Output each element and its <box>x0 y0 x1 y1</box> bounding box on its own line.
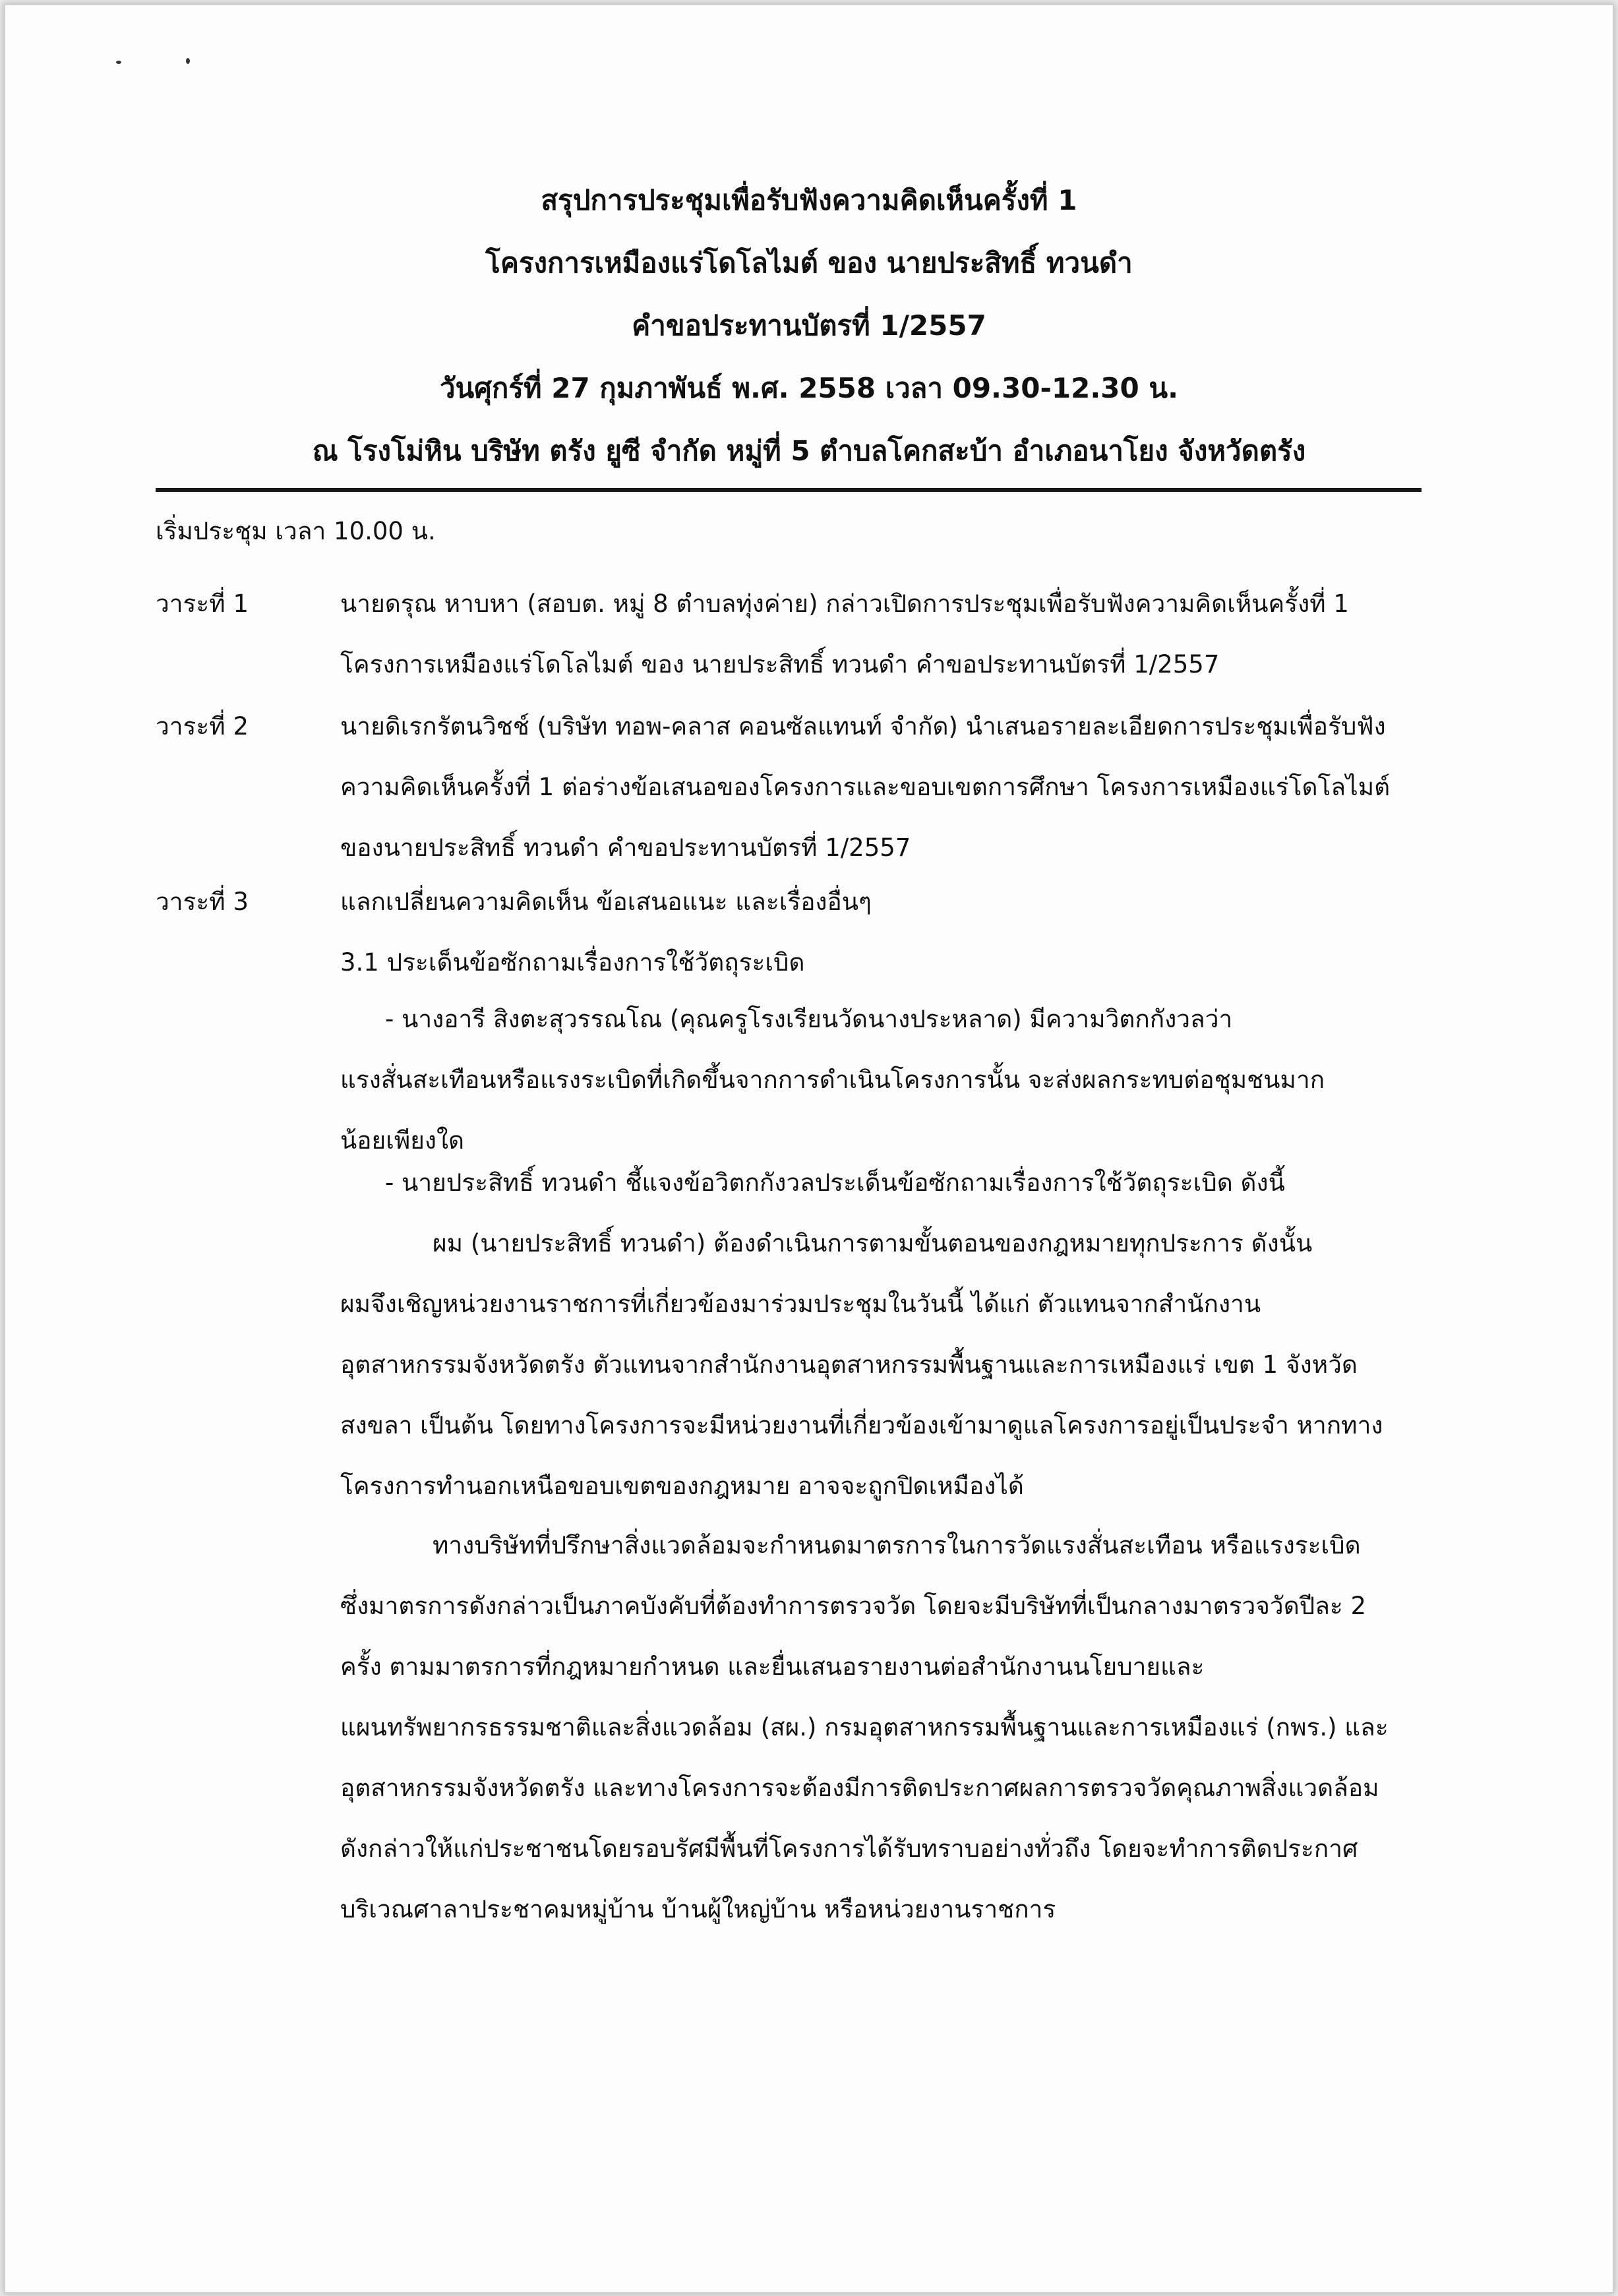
question-block <box>340 989 1325 1171</box>
sub-heading: 3.1 ประเด็นข้อซักถามเรื่องการใช้วัตถุระเบิด <box>340 948 805 977</box>
text-line: ซึ่งมาตรการดังกล่าวเป็นภาคบังคับที่ต้องทำการตรวจวัด โดยจะมีบริษัทที่เป็นกลางมาตรวจวัดปีละ 2 <box>340 1592 1367 1620</box>
text-line: บริเวณศาลาประชาคมหมู่บ้าน บ้านผู้ใหญ่บ้าน หรือหน่วยงานราชการ <box>340 1895 1056 1923</box>
text-line: โครงการเหมืองแร่โดโลไมต์ ของ นายประสิทธิ์ ทวนดำ คำขอประทานบัตรที่ 1/2557 <box>340 650 1220 679</box>
text-line: แรงสั่นสะเทือนหรือแรงระเบิดที่เกิดขึ้นจากการดำเนินโครงการนั้น จะส่งผลกระทบต่อชุมชนมาก <box>340 1066 1325 1094</box>
text-line: แผนทรัพยากรธรรมชาติและสิ่งแวดล้อม (สผ.) กรมอุตสาหกรรมพื้นฐานและการเหมืองแร่ (กพร.) และ <box>340 1713 1389 1741</box>
scan-speck <box>186 58 190 64</box>
text-line: - นางอารี สิงตะสุวรรณโณ (คุณครูโรงเรียนวัดนางประหลาด) มีความวิตกกังวลว่า <box>385 1005 1233 1033</box>
title-line: ณ โรงโม่หิน บริษัท ตรัง ยูซี จำกัด หมู่ที่ 5 ตำบลโคกสะบ้า อำเภอนาโยง จังหวัดตรัง <box>312 435 1306 467</box>
text-line: อุตสาหกรรมจังหวัดตรัง และทางโครงการจะต้องมีการติดประกาศผลการตรวจวัดคุณภาพสิ่งแวดล้อม <box>340 1774 1379 1802</box>
text-line: นายดิเรกรัตนวิชช์ (บริษัท ทอพ-คลาส คอนซัลแทนท์ จำกัด) นำเสนอรายละเอียดการประชุมเพื่อรับฟัง <box>340 712 1386 740</box>
title-line: วันศุกร์ที่ 27 กุมภาพันธ์ พ.ศ. 2558 เวลา 09.30-12.30 น. <box>439 372 1179 404</box>
agenda-1-body <box>340 574 1349 695</box>
meeting-start: เริ่มประชุม เวลา 10.00 น. <box>156 517 436 545</box>
text-line: โครงการทำนอกเหนือขอบเขตของกฎหมาย อาจจะถูกปิดเหมืองได้ <box>340 1472 1024 1500</box>
agenda-3-label: วาระที่ 3 <box>156 888 249 916</box>
text-line: ผม (นายประสิทธิ์ ทวนดำ) ต้องดำเนินการตามขั้นตอนของกฎหมายทุกประการ ดังนั้น <box>433 1229 1313 1257</box>
horizontal-rule <box>156 488 1422 492</box>
agenda-3-heading: แลกเปลี่ยนความคิดเห็น ข้อเสนอแนะ และเรื่องอื่นๆ <box>340 888 872 916</box>
text-line: น้อยเพียงใด <box>340 1126 465 1155</box>
answer-intro: - นายประสิทธิ์ ทวนดำ ชี้แจงข้อวิตกกังวลประเด็นข้อซักถามเรื่องการใช้วัตถุระเบิด ดังนี้ <box>385 1168 1285 1197</box>
text-line: สงขลา เป็นต้น โดยทางโครงการจะมีหน่วยงานที่เกี่ยวข้องเข้ามาดูแลโครงการอยู่เป็นประจำ หากทาง <box>340 1411 1383 1439</box>
text-line: ความคิดเห็นครั้งที่ 1 ต่อร่างข้อเสนอของโครงการและขอบเขตการศึกษา โครงการเหมืองแร่โดโลไมต์ <box>340 773 1391 801</box>
answer-paragraph-2 <box>340 1515 1389 1940</box>
title-line: โครงการเหมืองแร่โดโลไมต์ ของ นายประสิทธิ์ ทวนดำ <box>485 247 1133 279</box>
answer-paragraph-1 <box>340 1213 1383 1517</box>
text-line: ดังกล่าวให้แก่ประชาชนโดยรอบรัศมีพื้นที่โครงการได้รับทราบอย่างทั่วถึง โดยจะทำการติดประกาศ <box>340 1834 1358 1863</box>
title-line: คำขอประทานบัตรที่ 1/2557 <box>632 309 986 342</box>
document-page <box>4 4 1614 2293</box>
agenda-3-heading-block <box>340 872 872 993</box>
text-line: อุตสาหกรรมจังหวัดตรัง ตัวแทนจากสำนักงานอุตสาหกรรมพื้นฐานและการเหมืองแร่ เขต 1 จังหวัด <box>340 1350 1358 1379</box>
text-line: ผมจึงเชิญหน่วยงานราชการที่เกี่ยวข้องมาร่วมประชุมในวันนี้ ได้แก่ ตัวแทนจากสำนักงาน <box>340 1290 1261 1318</box>
document-title <box>5 169 1613 482</box>
answer-intro-block <box>340 1153 1285 1213</box>
text-line: ครั้ง ตามมาตรการที่กฎหมายกำหนด และยื่นเสนอรายงานต่อสำนักงานนโยบายและ <box>340 1652 1205 1681</box>
text-line: ของนายประสิทธิ์ ทวนดำ คำขอประทานบัตรที่ 1/2557 <box>340 833 911 862</box>
agenda-2-body <box>340 696 1390 878</box>
title-line: สรุปการประชุมเพื่อรับฟังความคิดเห็นครั้งที่ 1 <box>541 184 1077 216</box>
agenda-1-label: วาระที่ 1 <box>156 589 249 618</box>
agenda-2-label: วาระที่ 2 <box>156 712 249 740</box>
text-line: นายดรุณ หาบหา (สอบต. หมู่ 8 ตำบลทุ่งค่าย) กล่าวเปิดการประชุมเพื่อรับฟังความคิดเห็นครั้งที่ 1 <box>340 589 1349 618</box>
text-line: ทางบริษัทที่ปรึกษาสิ่งแวดล้อมจะกำหนดมาตรการในการวัดแรงสั่นสะเทือน หรือแรงระเบิด <box>433 1531 1361 1559</box>
scan-speck <box>116 61 121 64</box>
